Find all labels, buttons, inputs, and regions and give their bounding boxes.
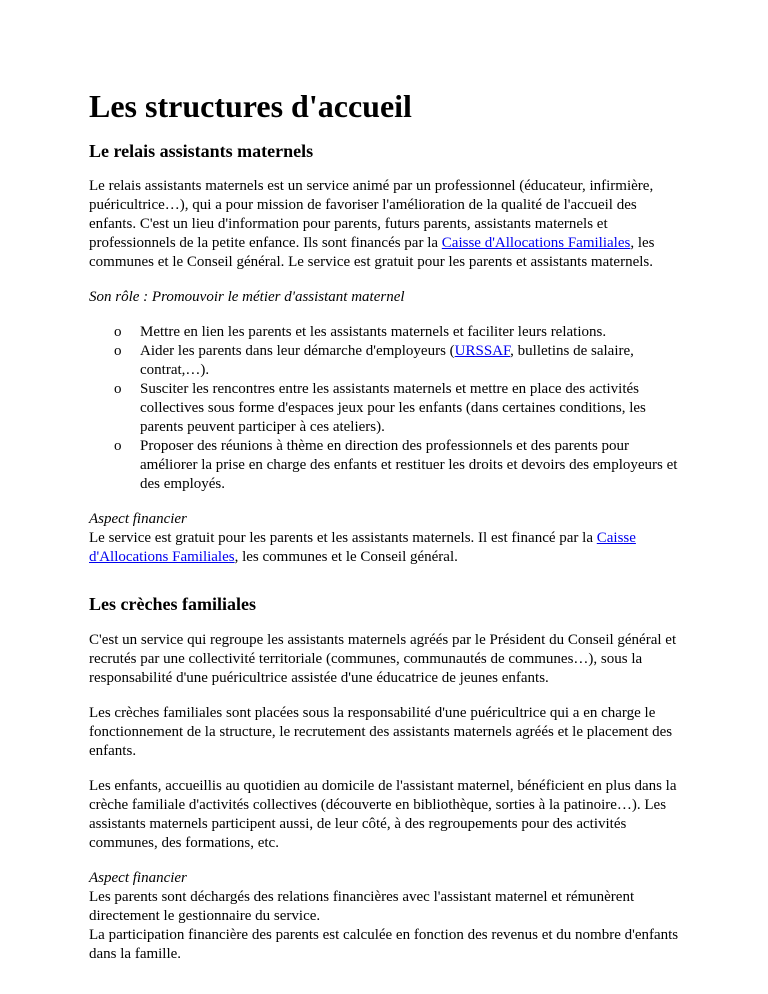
relais-intro-text-end: , les communes et le Conseil général. Le service est gratuit pour les parents et assistants maternels. [89, 235, 655, 270]
creches-financial [89, 869, 680, 964]
creches-financial-line-2: La participation financière des parents est calculée en fonction des revenus et du nombre d'enfants dans la famille. [89, 927, 679, 962]
list-item-text: Mettre en lien les parents et les assistants maternels et faciliter leurs relations. [140, 324, 607, 340]
role-list [89, 323, 680, 494]
relais-financial-heading: Aspect financier [89, 511, 187, 527]
list-item-text: Proposer des réunions à thème en direction des professionnels et des parents pour améliorer la prise en charge des enfants et restituer les droits et devoirs des employeurs et des employés. [140, 438, 678, 492]
bullet-circle-icon: o [114, 381, 122, 397]
list-item [89, 437, 680, 494]
relais-intro-text: Le relais assistants maternels est un service animé par un professionnel (éducateur, infirmière, puéricultrice…), qui a pour mission de favoriser l'amélioration de la qualité de l'accueil des enfants. C'est un lieu d'information pour parents, futurs parents, assistants maternels et professionnels de la petite enfance. Ils sont financés par la [89, 178, 654, 251]
list-item-text-end: , bulletins de salaire, contrat,…). [140, 343, 634, 378]
relais-financial-text: Le service est gratuit pour les parents et les assistants maternels. Il est financé par la [89, 530, 597, 546]
list-item [89, 342, 680, 380]
list-item [89, 380, 680, 437]
caf-link[interactable]: Caisse d'Allocations Familiales [441, 235, 631, 251]
creches-paragraph-3: Les enfants, accueillis au quotidien au domicile de l'assistant maternel, bénéficient en plus dans la crèche familiale d'activités collectives (découverte en bibliothèque, sorties à la patinoire…). Les assistants maternels participent aussi, de leur côté, à des regroupements pour des activités communes, des formations, etc. [89, 778, 677, 851]
creches-paragraph-2: Les crèches familiales sont placées sous la responsabilité d'une puéricultrice qui a en charge le fonctionnement de la structure, le recrutement des assistants maternels agréés et le placement des enfants. [89, 705, 673, 759]
bullet-circle-icon: o [114, 438, 122, 454]
creches-financial-line-1: Les parents sont déchargés des relations financières avec l'assistant maternel et rémunèrent directement le gestionnaire du service. [89, 889, 635, 924]
relais-heading: Le relais assistants maternels [89, 141, 314, 161]
role-heading [89, 288, 680, 307]
creches-financial-heading: Aspect financier [89, 870, 187, 886]
relais-intro [89, 177, 680, 272]
creches-heading: Les crèches familiales [89, 594, 256, 614]
urssaf-link[interactable]: URSSAF [454, 343, 511, 359]
relais-financial-text-end: , les communes et le Conseil général. [234, 549, 458, 565]
bullet-circle-icon: o [114, 324, 122, 340]
role-heading-text: Son rôle : Promouvoir le métier d'assistant maternel [89, 289, 405, 305]
list-item [89, 323, 680, 342]
list-item-text: Susciter les rencontres entre les assistants maternels et mettre en place des activités collectives sous forme d'espaces jeux pour les enfants (dans certaines conditions, les parents peuvent participer à ces ateliers). [140, 381, 646, 435]
bullet-circle-icon: o [114, 343, 122, 359]
list-item-text: Aider les parents dans leur démarche d'employeurs ( [140, 343, 455, 359]
page-title: Les structures d'accueil [89, 88, 412, 124]
relais-financial [89, 510, 680, 567]
creches-paragraph-1: C'est un service qui regroupe les assistants maternels agréés par le Président du Conseil général et recrutés par une collectivité territoriale (communes, communautés de communes…), sous la responsabilité d'une puéricultrice assistée d'une éducatrice de jeunes enfants. [89, 632, 677, 686]
caf-link-2[interactable]: Caisse d'Allocations Familiales [89, 530, 636, 565]
